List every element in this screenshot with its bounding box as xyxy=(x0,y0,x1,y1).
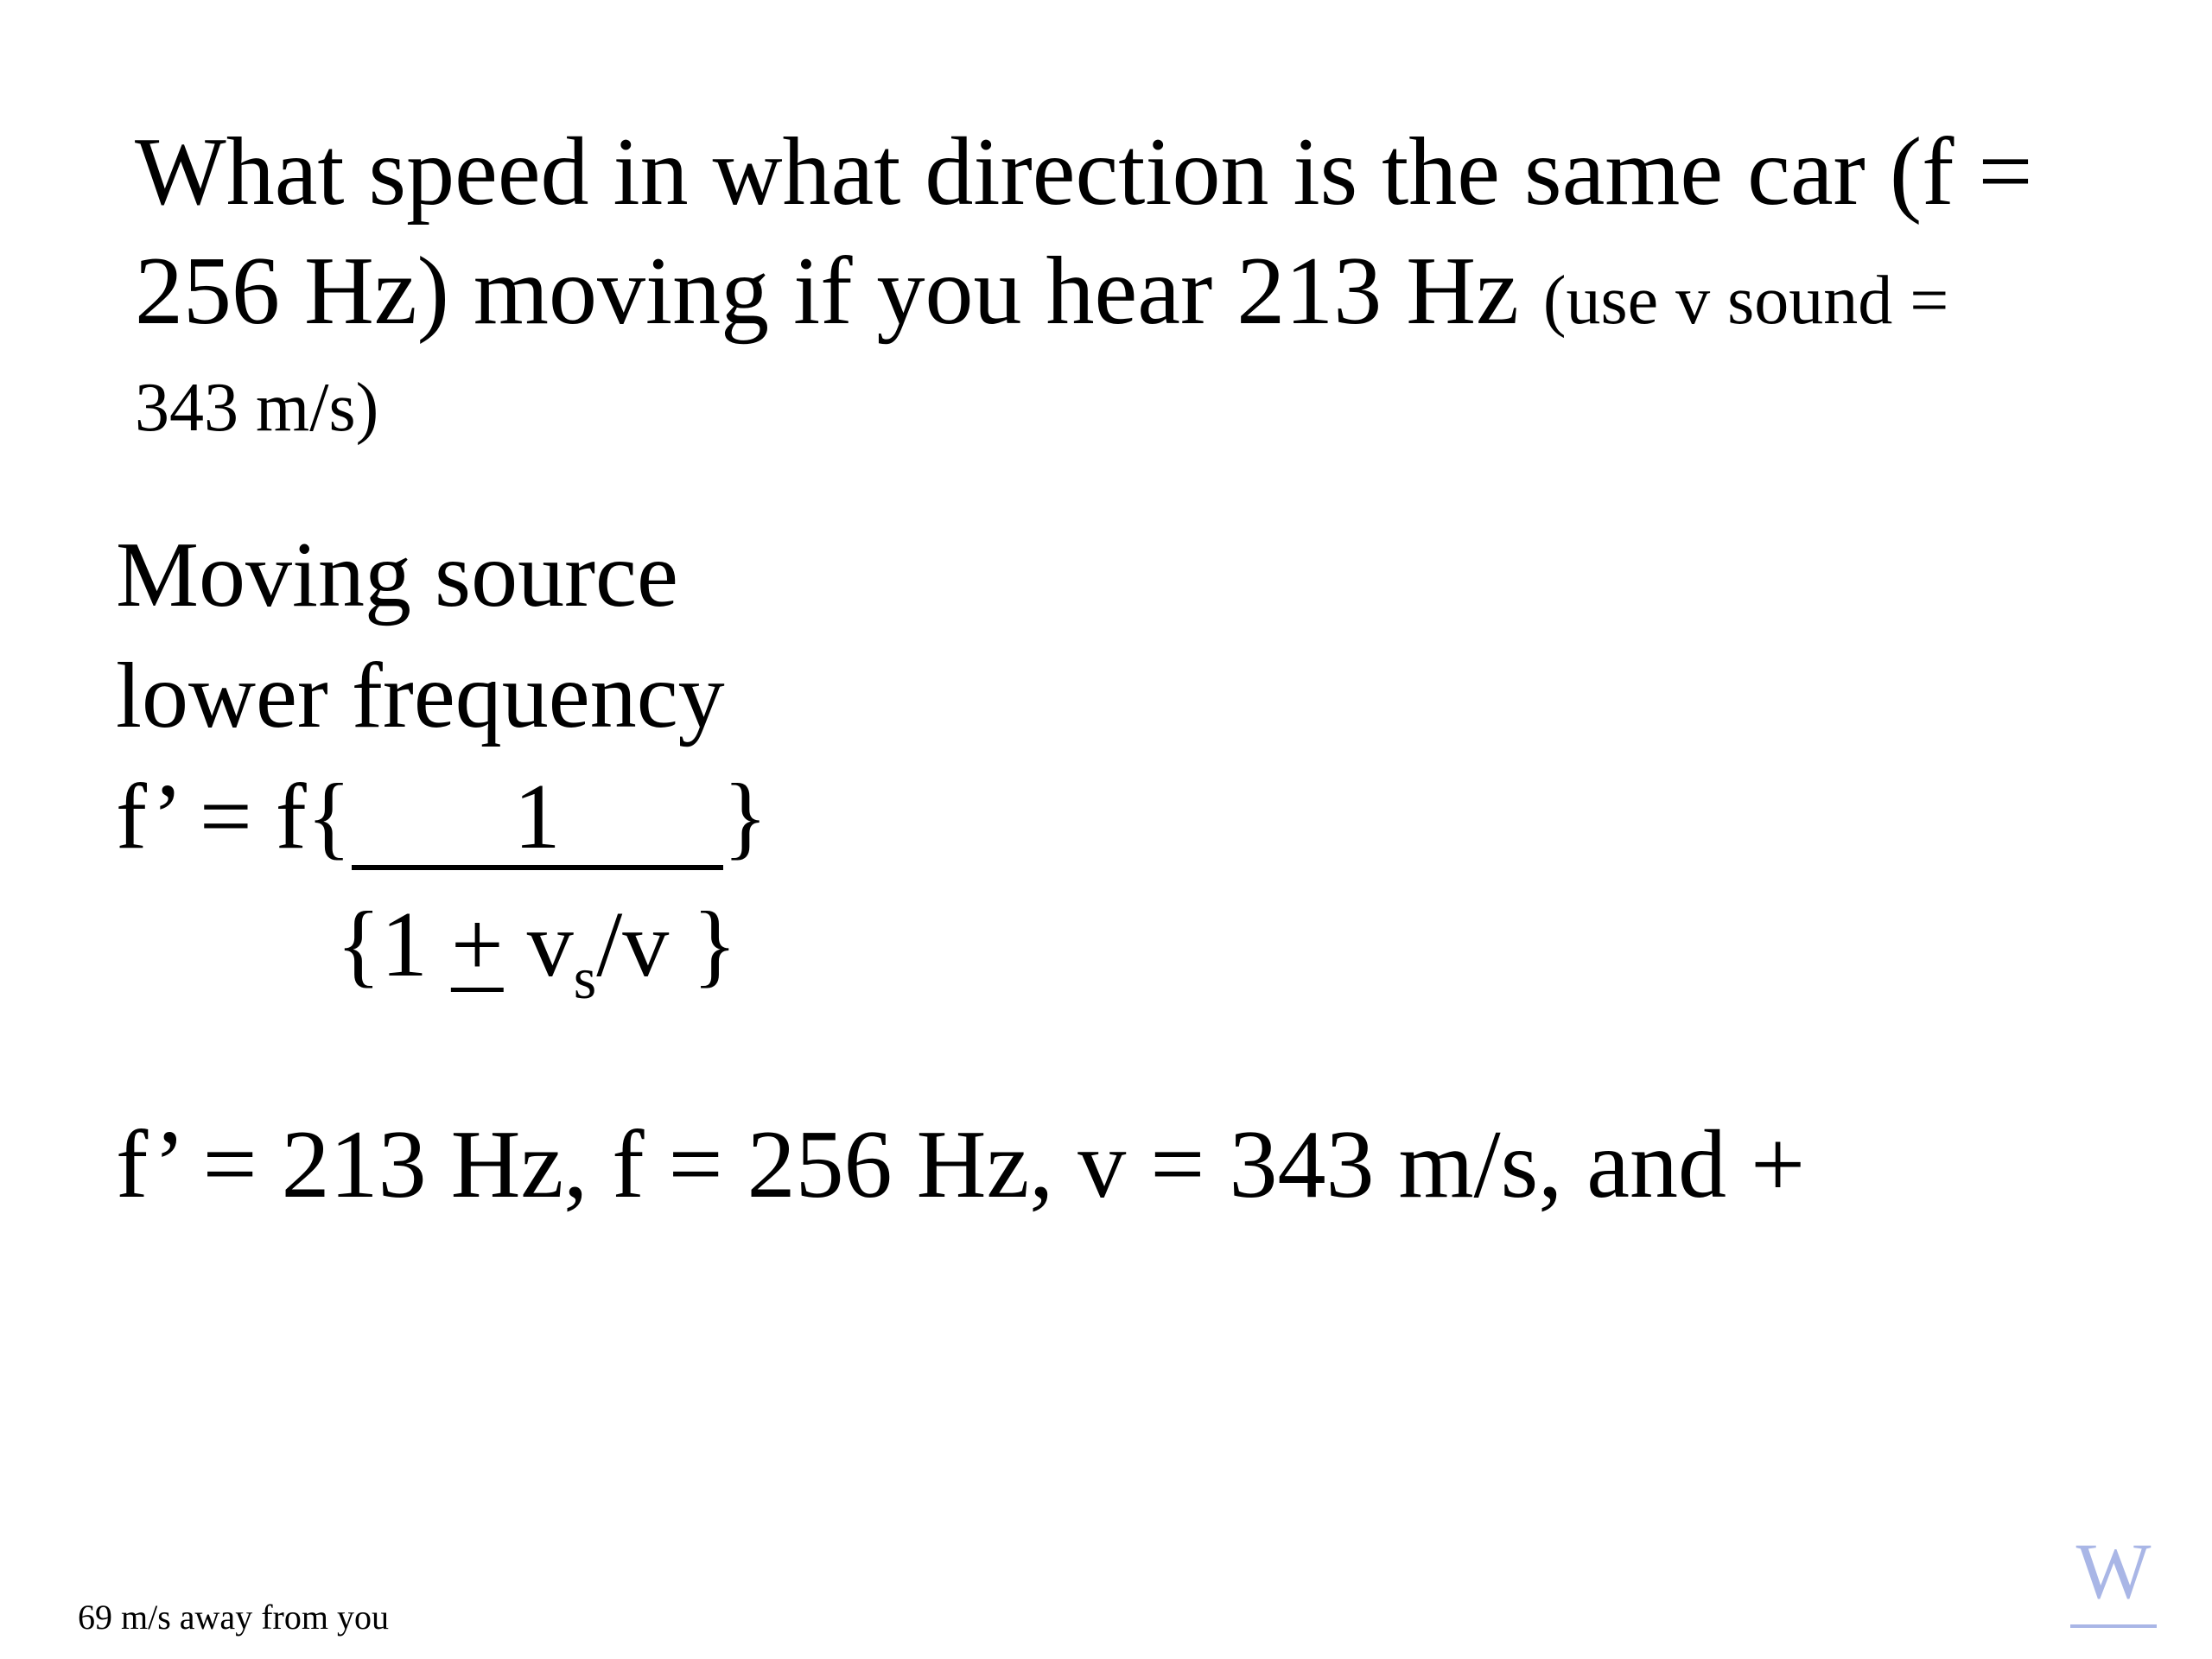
formula-close-brace: } xyxy=(722,766,768,868)
formula-lhs: f’ = f{ xyxy=(116,766,352,868)
denominator-open: {1 xyxy=(336,893,451,996)
question-note: (use v sound = xyxy=(1542,263,1949,339)
denominator-rest: /v } xyxy=(596,893,738,996)
question-note-line-3: 343 m/s) xyxy=(135,370,379,446)
w-logo-icon: W xyxy=(2070,1529,2157,1628)
given-values: f’ = 213 Hz, f = 256 Hz, v = 343 m/s, and + xyxy=(116,1111,1806,1218)
work-line-moving-source: Moving source xyxy=(116,524,678,626)
formula-numerator: 1 xyxy=(352,770,723,870)
answer-text: 69 m/s away from you xyxy=(78,1598,389,1637)
denominator-subscript: s xyxy=(573,945,597,1011)
work-line-lower-frequency: lower frequency xyxy=(116,645,725,747)
plus-minus-sign: + xyxy=(450,893,504,996)
work-block xyxy=(116,515,767,1039)
question-line-1: What speed in what direction is the same car (f = xyxy=(135,118,2033,226)
question-text xyxy=(135,112,2122,455)
doppler-formula xyxy=(116,757,767,878)
question-line-2: 256 Hz) moving if you hear 213 Hz xyxy=(135,238,1543,345)
denominator-v: v xyxy=(503,893,574,996)
formula-denominator xyxy=(336,885,767,1039)
